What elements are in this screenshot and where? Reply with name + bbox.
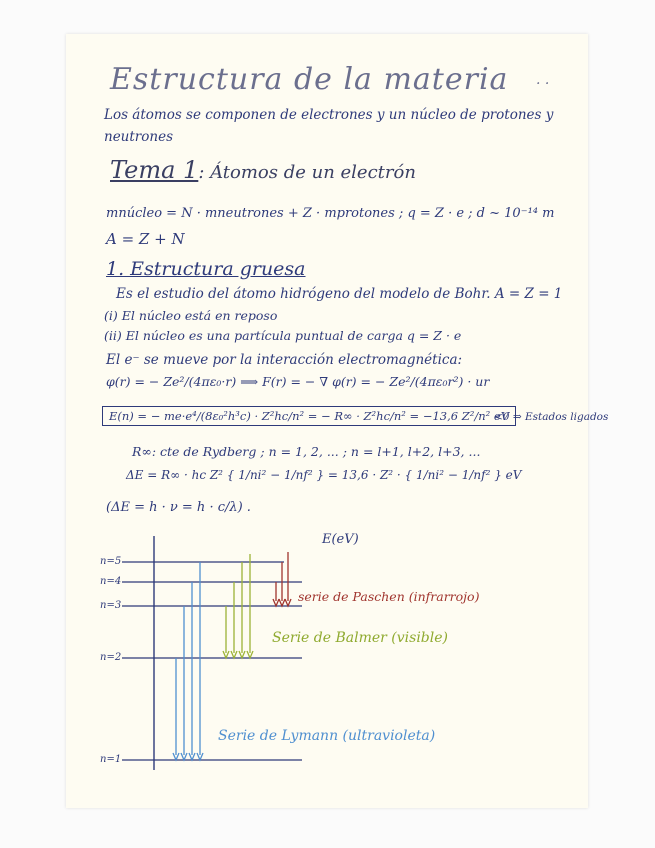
lyman-label: Serie de Lymann (ultravioleta) <box>218 728 436 744</box>
section1-line1: Es el estudio del átomo hidrógeno del modelo de Bohr. A = Z = 1 <box>116 286 563 302</box>
potential-formula: φ(r) = − Ze²/(4πε₀·r) ⟹ F(r) = − ∇ φ(r) = − Ze²/(4πε₀r²) · ur <box>106 374 490 389</box>
delta-e-formula: ΔE = R∞ · hc Z² { 1/ni² − 1/nf² } = 13,6 · Z² · { 1/ni² − 1/nf² } eV <box>126 468 522 482</box>
level-label-n5: n=5 <box>100 556 122 567</box>
delta-e-photon: (ΔE = h · ν = h · c/λ) . <box>106 500 251 515</box>
tema-label: Tema 1 <box>110 156 199 184</box>
energy-formula-box: E(n) = − me·e⁴/(8ε₀²h³c) · Z²hc/n² = − R∞ · Z²hc/n² = −13,6 Z²/n² eV <box>102 406 516 426</box>
section1-line2: El e⁻ se mueve por la interacción electromagnética: <box>106 352 463 368</box>
energy-level-diagram <box>66 34 588 808</box>
notebook-page <box>66 34 609 808</box>
level-label-n3: n=3 <box>100 600 122 611</box>
item-i: (i) El núcleo está en reposo <box>104 308 278 323</box>
energy-note: <0 ⇒ Estados ligados <box>494 411 609 423</box>
page-title: Estructura de la materia <box>110 62 509 97</box>
paschen-label: serie de Paschen (infrarrojo) <box>298 589 480 604</box>
level-label-n4: n=4 <box>100 576 122 587</box>
formula-masa-nucleo: mnúcleo = N · mneutrones + Z · mprotones ; q = Z · e ; d ~ 10⁻¹⁴ m <box>106 206 555 221</box>
tema-title: : Átomos de un electrón <box>198 162 416 183</box>
axis-label: E(eV) <box>322 532 359 547</box>
title-dots: . . <box>536 72 550 88</box>
balmer-label: Serie de Balmer (visible) <box>272 630 448 646</box>
rydberg-line: R∞: cte de Rydberg ; n = 1, 2, ... ; n = l+1, l+2, l+3, ... <box>132 444 481 459</box>
formula-A: A = Z + N <box>106 230 185 248</box>
item-ii: (ii) El núcleo es una partícula puntual de carga q = Z · e <box>104 328 462 343</box>
intro-text: Los átomos se componen de electrones y un núcleo de protones y neutrones <box>104 107 554 145</box>
level-label-n2: n=2 <box>100 652 122 663</box>
section1-title-text: 1. Estructura gruesa <box>106 258 306 280</box>
level-label-n1: n=1 <box>100 754 122 765</box>
